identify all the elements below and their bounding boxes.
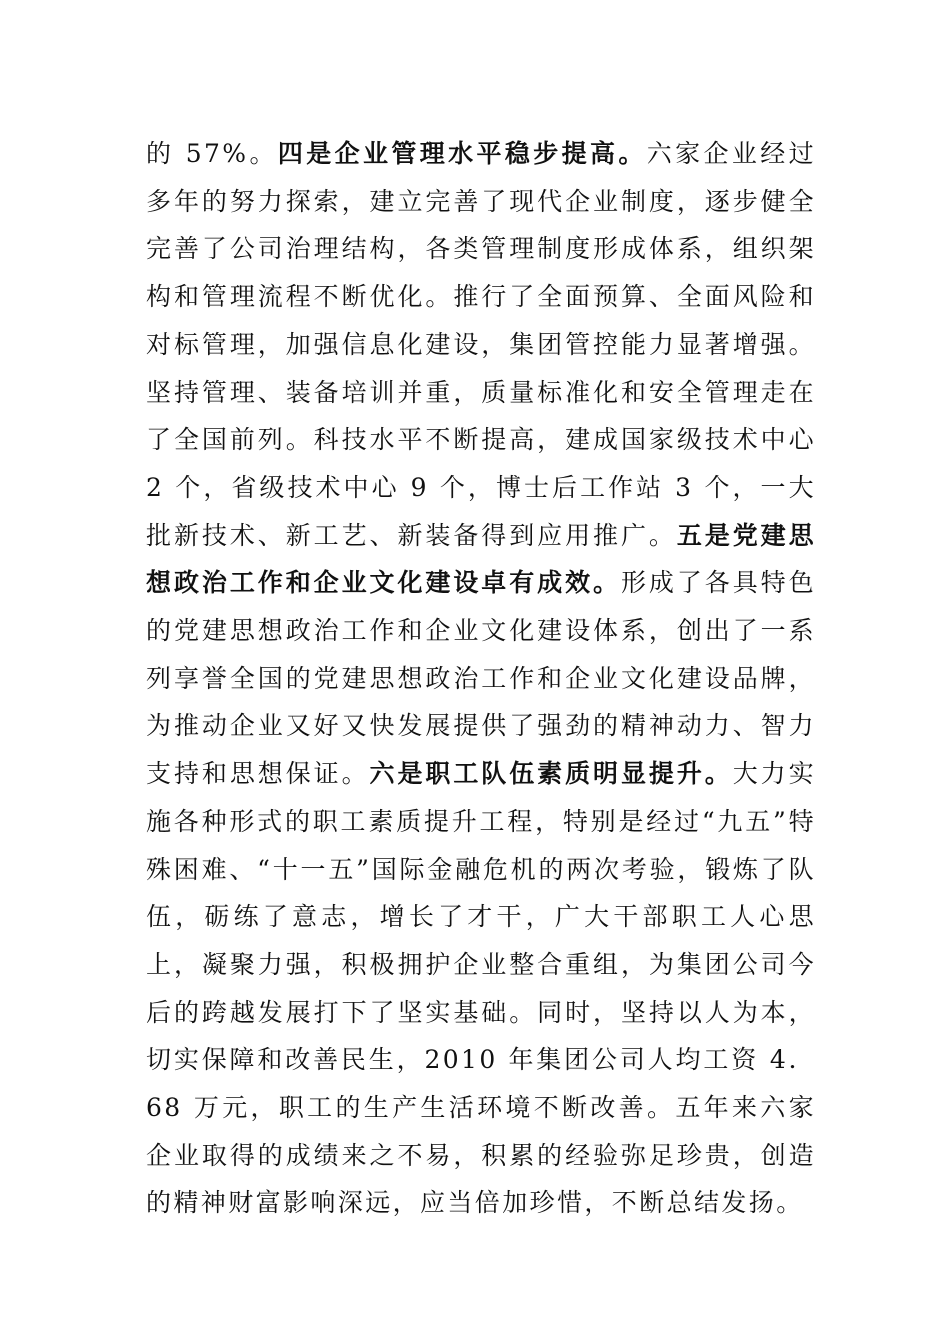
text-run: 的 57%。: [146, 139, 278, 168]
body-paragraph: [146, 130, 816, 1227]
bold-heading-run: 五是党建思想政治工作和企业文化建设卓有成效。: [146, 520, 816, 598]
bold-heading-run: 四是企业管理水平稳步提高。: [277, 139, 647, 168]
text-run: 形成了各具特色的党建思想政治工作和企业文化建设体系，创出了一系列享誉全国的党建思想政治工作和企业文化建设品牌，为推动企业又好又快发展提供了强劲的精神动力、智力支持和思想保证。: [146, 568, 816, 789]
text-run: 六家企业经过多年的努力探索，建立完善了现代企业制度，逐步健全完善了公司治理结构，各类管理制度形成体系，组织架构和管理流程不断优化。推行了全面预算、全面风险和对标管理，加强信息化建设，集团管控能力显著增强。坚持管理、装备培训并重，质量标准化和安全管理走在了全国前列。科技水平不断提高，建成国家级技术中心 2 个，省级技术中心 9 个，博士后工作站 3 个，一大批新技术、新工艺、新装备得到应用推广。: [146, 139, 816, 550]
bold-heading-run: 六是职工队伍素质明显提升。: [369, 759, 733, 789]
text-run: 大力实施各种形式的职工素质提升工程，特别是经过“九五”特殊困难、“十一五”国际金融危机的两次考验，锻炼了队伍，砺练了意志，增长了才干，广大干部职工人心思上，凝聚力强，积极拥护企业整合重组，为集团公司今后的跨越发展打下了坚实基础。同时，坚持以人为本，切实保障和改善民生，2010 年集团公司人均工资 4．68 万元，职工的生产生活环境不断改善。五年来六家企业取得的成绩来之不易，积累的经验弥足珍贵，创造的精神财富影响深远，应当倍加珍惜，不断总结发扬。: [146, 759, 817, 1218]
